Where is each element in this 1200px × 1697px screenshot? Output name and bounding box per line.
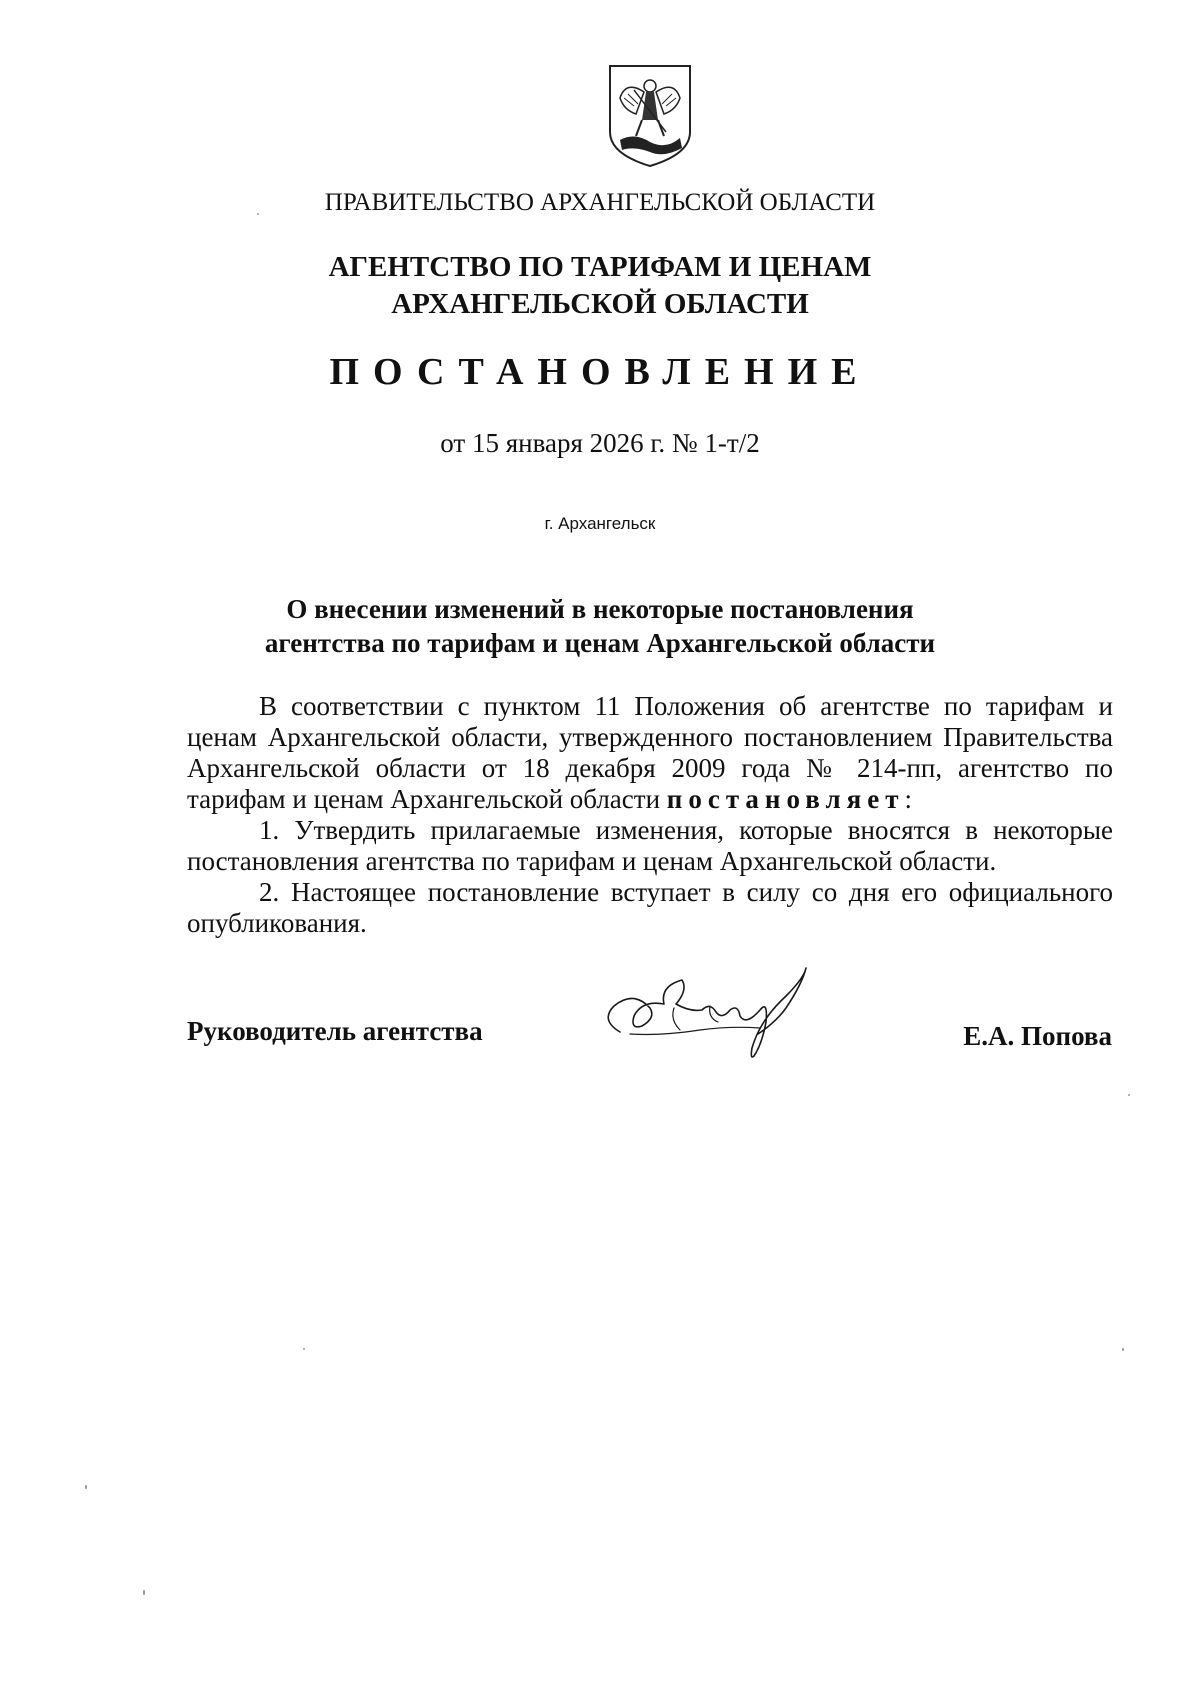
preamble-paragraph	[187, 691, 1113, 815]
document-type: ПОСТАНОВЛЕНИЕ	[329, 351, 871, 393]
archangel-coat-of-arms-icon	[604, 62, 696, 170]
agency-title-line1: АГЕНТСТВО ПО ТАРИФАМ И ЦЕНАМ	[328, 251, 872, 283]
scan-speck	[85, 1485, 87, 1489]
item-2: 2. Настоящее постановление вступает в силу со дня его официального опубликования.	[187, 877, 1113, 938]
agency-title	[0, 249, 1200, 323]
decree-word: постановляет	[666, 784, 905, 814]
scan-speck	[303, 1348, 305, 1350]
scan-speck	[257, 213, 259, 215]
government-title: ПРАВИТЕЛЬСТВО АРХАНГЕЛЬСКОЙ ОБЛАСТИ	[324, 189, 876, 216]
decree-colon: :	[904, 784, 913, 814]
scan-speck	[143, 1590, 145, 1595]
scan-speck	[1122, 1348, 1124, 1351]
handwritten-signature	[590, 960, 830, 1070]
document-body	[187, 691, 1113, 939]
preamble-text: В соответствии с пунктом 11 Положения об агентстве по тарифам и ценам Архангельской области, утвержденного постановлением Правительства Архангельской области от 18 декабря 2009 года № 214-пп, агентство по тарифам и ценам Архангельской области	[187, 691, 1113, 814]
subject-line2: агентства по тарифам и ценам Архангельской области	[264, 628, 936, 658]
scan-speck	[1128, 1094, 1130, 1096]
signer-name: Е.А. Попова	[963, 1021, 1112, 1051]
agency-title-line2: АРХАНГЕЛЬСКОЙ ОБЛАСТИ	[391, 288, 809, 320]
signer-role: Руководитель агентства	[187, 1016, 483, 1046]
document-date-number: от 15 января 2026 г. № 1-т/2	[440, 428, 760, 458]
subject-line1: О внесении изменений в некоторые постановления	[286, 594, 914, 624]
document-subject	[0, 592, 1200, 660]
item-1: 1. Утвердить прилагаемые изменения, которые вносятся в некоторые постановления агентства по тарифам и ценам Архангельской области.	[187, 815, 1113, 876]
document-place: г. Архангельск	[544, 514, 656, 533]
